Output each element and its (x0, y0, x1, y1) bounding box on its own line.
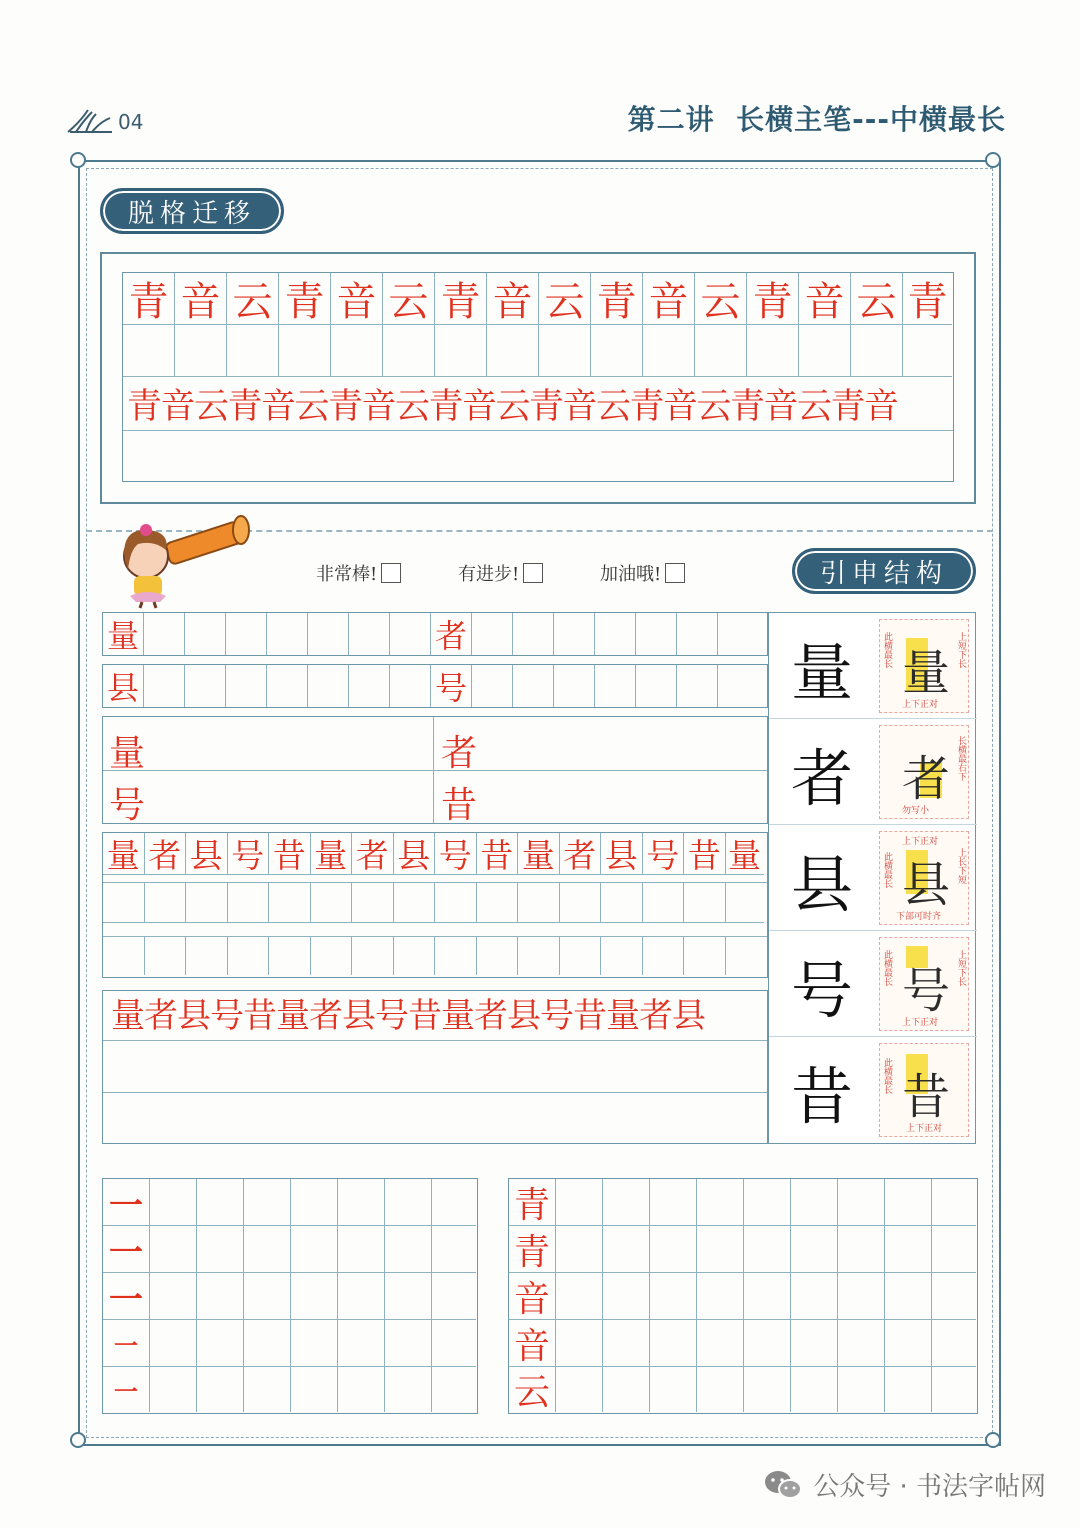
grid-cell: 云 (851, 273, 903, 325)
practice-row (102, 664, 768, 708)
praise-checkbox[interactable] (523, 563, 543, 583)
structure-demo (879, 937, 969, 1031)
grid-cell: 量 (103, 613, 144, 655)
grid-cell: 云 (539, 273, 591, 325)
char-practice-grid (508, 1178, 978, 1414)
praise-label: 加油哦! (600, 564, 662, 585)
structure-item (769, 825, 977, 931)
praise-keep-going (600, 560, 685, 586)
grid-cell: 青 (509, 1226, 556, 1273)
transfer-char-row (123, 273, 953, 325)
section-title-text: 脱格迁移 (127, 198, 256, 229)
grid-cell: 一 (103, 1179, 150, 1226)
praise-progress (458, 560, 543, 586)
model-char: 者 (791, 742, 854, 815)
grid-cell: 一 (103, 1226, 150, 1273)
grid-cell: 音 (331, 273, 383, 325)
bottom-note: 勿写小 (902, 806, 930, 816)
praise-checkbox[interactable] (381, 563, 401, 583)
grid-cell: 青 (123, 273, 175, 325)
girl-telescope-illustration (110, 510, 254, 610)
demo-char: 量 (902, 645, 951, 701)
bottom-note: 上下正对 (902, 700, 939, 710)
grid-cell: 音 (509, 1273, 556, 1320)
grid-cell: 青 (435, 273, 487, 325)
grid-cell: 青 (903, 273, 952, 325)
right-note: 上短下长 (956, 950, 966, 986)
transfer-empty-row (123, 325, 953, 377)
corner-ornament (70, 152, 86, 168)
grid-cell: 青 (509, 1179, 556, 1226)
demo-char: 县 (902, 857, 951, 913)
grid-cell: 县 (186, 833, 228, 875)
corner-ornament (985, 1432, 1001, 1448)
transfer-grid (122, 272, 954, 482)
demo-char: 者 (902, 751, 951, 807)
watermark (763, 1466, 1046, 1503)
structure-item (769, 931, 977, 1037)
page-number: 04 (118, 110, 144, 134)
line-practice-block (102, 716, 768, 824)
grid-cell: 县 (103, 665, 144, 707)
grid-cell: 量 (518, 833, 560, 875)
lesson-title: 第二讲 长横主笔---中横最长 (627, 103, 1006, 136)
grid-cell: 音 (175, 273, 227, 325)
grid-cell: 一 (103, 1367, 150, 1412)
left-note: 此横最长 (882, 1058, 892, 1094)
line-char: 者 (441, 733, 478, 774)
wechat-icon (763, 1468, 803, 1502)
mixed-line-block (102, 990, 768, 1144)
praise-label: 非常棒! (316, 564, 378, 585)
structure-demo (879, 831, 969, 925)
grid-cell: 云 (383, 273, 435, 325)
grid-cell: 云 (227, 273, 279, 325)
line-char: 昔 (441, 785, 478, 826)
grid-cell: 青 (591, 273, 643, 325)
model-char: 县 (791, 848, 854, 921)
grid-cell: 号 (435, 833, 477, 875)
model-char: 号 (791, 954, 854, 1027)
left-note: 此横最长 (882, 852, 892, 888)
grid-cell: 音 (487, 273, 539, 325)
structure-item (769, 719, 977, 825)
grid-cell: 者 (352, 833, 394, 875)
top-note: 上下正对 (902, 837, 939, 847)
grid-cell: 音 (643, 273, 695, 325)
structure-demo (879, 619, 969, 713)
grid-cell: 云 (509, 1367, 556, 1412)
structure-item (769, 613, 977, 719)
grid-cell: 一 (103, 1273, 150, 1320)
grid-cell: 音 (799, 273, 851, 325)
grid-cell: 昔 (269, 833, 311, 875)
mixed-line-text: 量者县号昔量者县号昔量者县号昔量者县 (103, 991, 767, 1041)
section-title-transfer (100, 188, 284, 234)
grid-cell: 云 (695, 273, 747, 325)
structure-demo (879, 1043, 969, 1137)
corner-ornament (985, 152, 1001, 168)
grid-cell: 县 (601, 833, 643, 875)
transfer-line-text: 青音云青音云青音云青音云青音云青音云青音云青音 (123, 377, 953, 431)
grid-cell: 青 (279, 273, 331, 325)
bottom-note: 上下正对 (902, 1018, 939, 1028)
grid-cell: 号 (228, 833, 270, 875)
left-note: 此横最长 (882, 632, 892, 668)
grid-cell: 者 (431, 613, 472, 655)
watermark-text: 公众号 · 书法字帖网 (813, 1472, 1046, 1502)
grid-cell: 量 (726, 833, 764, 875)
corner-ornament (70, 1432, 86, 1448)
grid-cell: 昔 (684, 833, 726, 875)
grid-cell: 昔 (477, 833, 519, 875)
structure-demo (879, 725, 969, 819)
right-note: 长横最右下 (956, 736, 966, 781)
grid-cell: 号 (643, 833, 685, 875)
praise-great (316, 560, 401, 586)
grid-cell: 青 (747, 273, 799, 325)
structure-item (769, 1037, 977, 1143)
bottom-note: 上下正对 (906, 1124, 943, 1134)
transfer-blank-line (123, 431, 953, 479)
section-title-text: 引申结构 (819, 558, 948, 589)
bottom-note: 下部可时齐 (896, 912, 942, 922)
grid-cell: 量 (103, 833, 145, 875)
line-char: 号 (109, 785, 146, 826)
model-char: 量 (791, 636, 854, 709)
right-note: 上长下短 (956, 848, 966, 884)
grid-cell: 县 (394, 833, 436, 875)
grid-cell: 量 (311, 833, 353, 875)
grid-cell: 者 (145, 833, 187, 875)
mixed-char-row (103, 833, 767, 875)
left-note: 此横最长 (882, 950, 892, 986)
praise-label: 有进步! (458, 564, 520, 585)
structure-panel (768, 612, 976, 1144)
practice-row (102, 612, 768, 656)
grid-cell: 音 (509, 1320, 556, 1367)
grass-icon (66, 108, 114, 134)
grid-cell: 者 (560, 833, 602, 875)
stroke-practice-grid (102, 1178, 478, 1414)
model-char: 昔 (791, 1060, 854, 1133)
grid-cell: 号 (431, 665, 472, 707)
praise-checkbox[interactable] (665, 563, 685, 583)
demo-char: 昔 (902, 1069, 951, 1125)
line-char: 量 (109, 733, 146, 774)
right-note: 上短下长 (956, 632, 966, 668)
section-title-structure (792, 548, 976, 594)
grid-cell: 一 (103, 1320, 150, 1367)
demo-char: 号 (902, 963, 951, 1019)
mixed-grid (102, 832, 768, 978)
